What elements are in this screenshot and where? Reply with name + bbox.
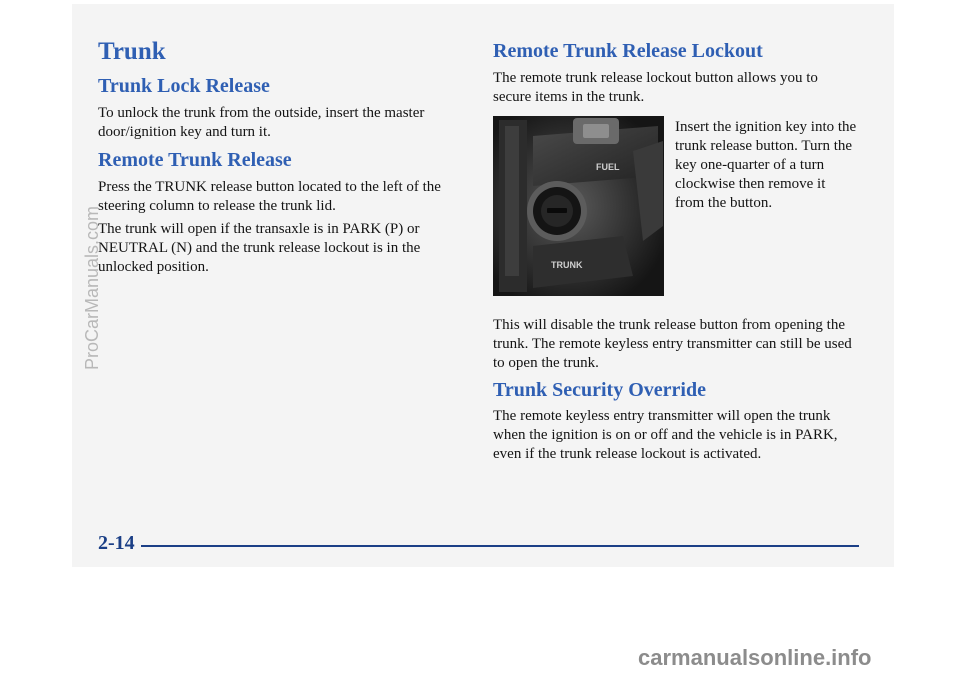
heading-remote-trunk-release-lockout: Remote Trunk Release Lockout <box>493 40 763 62</box>
photo-label-fuel: FUEL <box>596 162 620 172</box>
heading-trunk-security-override: Trunk Security Override <box>493 379 706 401</box>
security-override-text: The remote keyless entry transmitter will open the trunk when the ignition is on or off and the vehicle is in PARK, even if the trunk release lockout is activated. <box>493 408 838 462</box>
heading-trunk-lock-release: Trunk Lock Release <box>98 75 270 97</box>
trunk-release-photo-illustration <box>493 116 664 296</box>
footer-rule <box>141 545 859 547</box>
remote-trunk-release-para1: Press the TRUNK release button located to the left of the steering column to release the trunk lid. <box>98 179 441 214</box>
lockout-after-text: This will disable the trunk release button from opening the trunk. The remote keyless entry transmitter can still be used to open the trunk. <box>493 317 852 371</box>
trunk-lock-release-text: To unlock the trunk from the outside, insert the master door/ignition key and turn it. <box>98 105 425 140</box>
heading-remote-trunk-release: Remote Trunk Release <box>98 149 292 171</box>
lockout-intro-text: The remote trunk release lockout button allows you to secure items in the trunk. <box>493 70 818 105</box>
remote-trunk-release-para2: The trunk will open if the transaxle is in PARK (P) or NEUTRAL (N) and the trunk release lockout is in the unlocked position. <box>98 221 421 275</box>
photo-caption-text: Insert the ignition key into the trunk release button. Turn the key one-quarter of a turn clockwise then remove it from the button. <box>675 119 857 211</box>
bottom-watermark: carmanualsonline.info <box>638 645 872 670</box>
photo-label-trunk: TRUNK <box>551 260 583 270</box>
page-title: Trunk <box>98 38 166 65</box>
trunk-release-button-photo <box>493 116 664 296</box>
side-watermark: ProCarManuals.com <box>82 205 102 370</box>
page-number: 2-14 <box>98 532 135 554</box>
